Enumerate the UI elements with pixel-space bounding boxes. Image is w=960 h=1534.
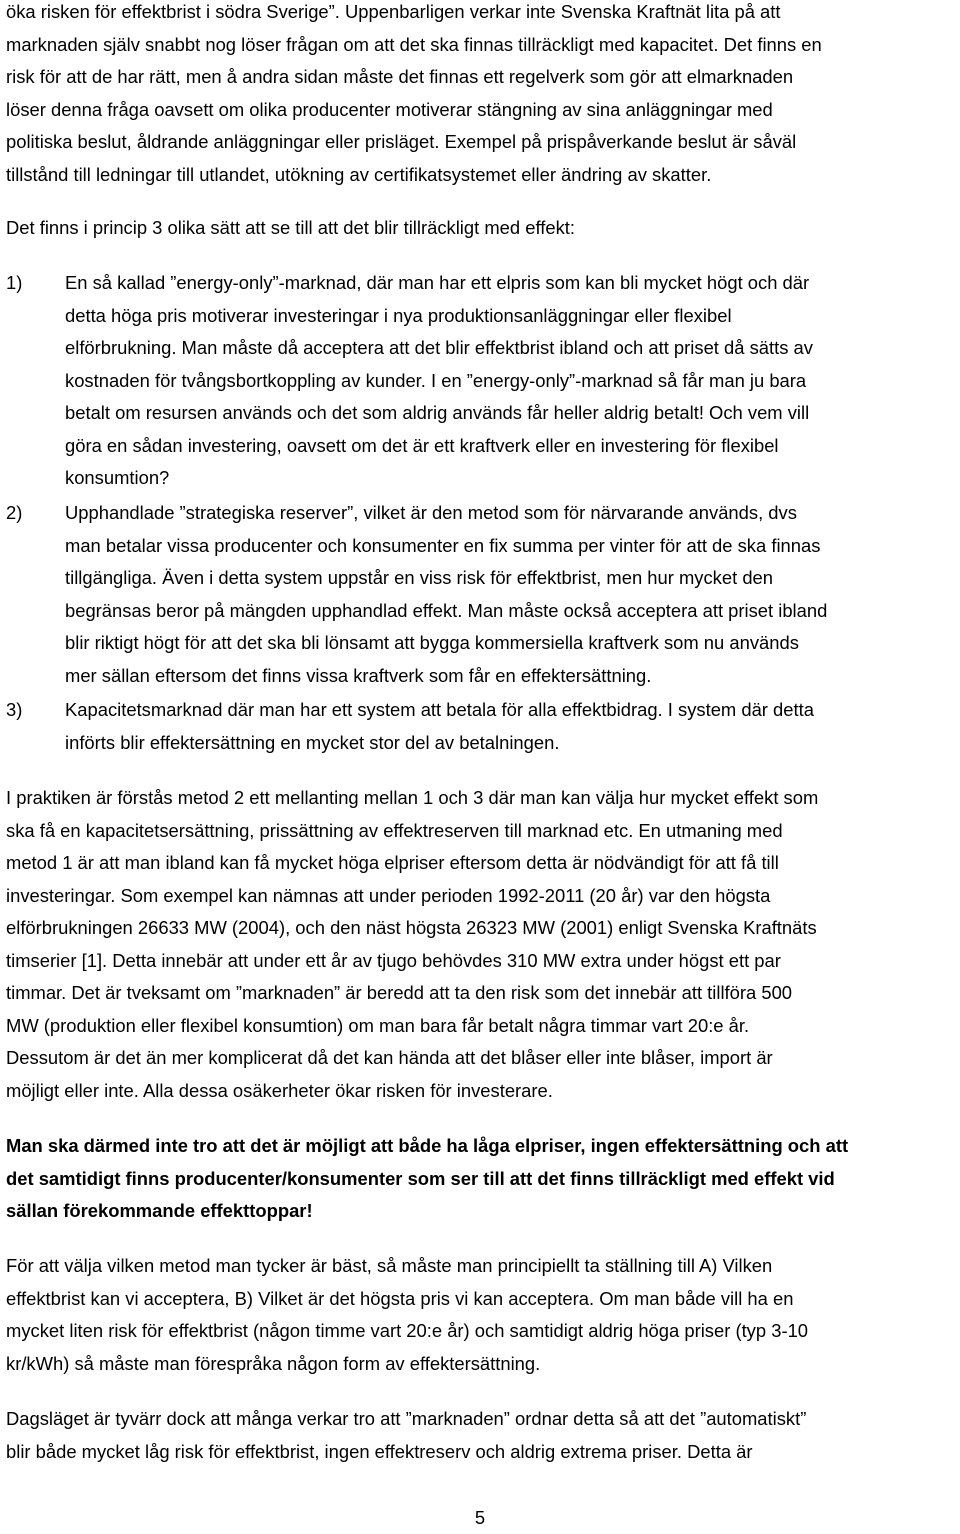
methods-intro-paragraph [6, 212, 958, 245]
text-line: Dessutom är det än mer komplicerat då det kan hända att det blåser eller inte blåser, import är [6, 1047, 773, 1068]
text-line: blir både mycket låg risk för effektbrist, ingen effektreserv och aldrig extrema priser. Detta är [6, 1440, 753, 1462]
text-line: löser denna fråga oavsett om olika producenter motiverar stängning av sina anläggningar med [6, 98, 773, 120]
text-line: tillstånd till ledningar till utlandet, utökning av certifikatsystemet eller ändring av skatter. [6, 163, 712, 185]
text-line: I praktiken är förstås metod 2 ett mellanting mellan 1 och 3 där man kan välja hur mycket effekt som [6, 787, 819, 808]
text-line: tillgängliga. Även i detta system uppstår en viss risk för effektbrist, men hur mycket den [65, 567, 774, 588]
text-line: elförbrukning. Man måste då acceptera att det blir effektbrist ibland och att priset då sätts av [65, 337, 813, 358]
text-line: En så kallad ”energy-only”-marknad, där man har ett elpris som kan bli mycket högt och där [65, 272, 810, 293]
text-line: MW (produktion eller flexibel konsumtion) om man bara får betalt några timmar vart 20:e år. [6, 1014, 750, 1036]
text-line: risk för att de har rätt, men å andra sidan måste det finnas ett regelverk som gör att elmarknaden [6, 66, 794, 87]
text-line: begränsas beror på mängden upphandlad effekt. Man måste också acceptera att priset ibland [65, 599, 828, 621]
text-line: öka risken för effektbrist i södra Sverige”. Uppenbarligen verkar inte Svenska Kraftnät lita på att [6, 1, 781, 22]
text-line: Det finns i princip 3 olika sätt att se till att det blir tillräckligt med effekt: [6, 217, 575, 238]
practice-paragraph [6, 782, 958, 1107]
text-line: göra en sådan investering, oavsett om det är ett kraftverk eller en investering för flexibel [65, 434, 779, 456]
text-line: Upphandlade ”strategiska reserver”, vilket är den metod som för närvarande används, dvs [65, 502, 797, 523]
text-line: effektbrist kan vi acceptera, B) Vilket är det högsta pris vi kan acceptera. Om man både vill ha en [6, 1287, 794, 1309]
text-line: timmar. Det är tveksamt om ”marknaden” är beredd att ta den risk som det innebär att tillföra 500 [6, 982, 793, 1003]
text-line: mer sällan eftersom det finns vissa kraftverk som får en effektersättning. [65, 664, 652, 686]
current-paragraph [6, 1403, 958, 1468]
list-number: 1) [6, 272, 23, 293]
text-line: betalt om resursen används och det som aldrig används får heller aldrig betalt! Och vem vill [65, 402, 810, 423]
list-number: 2) [6, 502, 23, 523]
text-line: möjligt eller inte. Alla dessa osäkerheter ökar risken för investerare. [6, 1079, 553, 1101]
text-line: elförbrukningen 26633 MW (2004), och den näst högsta 26323 MW (2001) enligt Svenska Kraftnäts [6, 917, 817, 938]
text-line: detta höga pris motiverar investeringar i nya produktionsanläggningar eller flexibel [65, 304, 732, 326]
text-line: det samtidigt finns producenter/konsumenter som ser till att det finns tillräckligt med effekt vid [6, 1167, 835, 1189]
text-line: timserier [1]. Detta innebär att under ett år av tjugo behövdes 310 MW extra under högst ett par [6, 949, 781, 971]
text-line: blir riktigt högt för att det ska bli lönsamt att bygga kommersiella kraftverk som nu används [65, 632, 799, 653]
text-line: införts blir effektersättning en mycket stor del av betalningen. [65, 731, 560, 753]
text-line: investeringar. Som exempel kan nämnas att under perioden 1992-2011 (20 år) var den högsta [6, 884, 771, 906]
text-line: ska få en kapacitetsersättning, prissättning av effektreserven till marknad etc. En utmaning med [6, 819, 783, 841]
text-line: politiska beslut, åldrande anläggningar eller prisläget. Exempel på prispåverkande beslut är såväl [6, 131, 797, 152]
text-line: Kapacitetsmarknad där man har ett system att betala för alla effektbidrag. I system där detta [65, 699, 814, 720]
text-line: Man ska därmed inte tro att det är möjligt att både ha låga elpriser, ingen effektersättning och att [6, 1135, 849, 1156]
text-line: konsumtion? [65, 467, 170, 488]
text-line: mycket liten risk för effektbrist (någon timme vart 20:e år) och samtidigt aldrig höga priser (typ 3-10 [6, 1320, 809, 1341]
text-line: sällan förekommande effekttoppar! [6, 1200, 313, 1221]
text-line: För att välja vilken metod man tycker är bäst, så måste man principiellt ta ställning till A) Vilken [6, 1255, 773, 1276]
conclusion-paragraph [6, 1130, 958, 1228]
choice-paragraph [6, 1250, 958, 1380]
text-line: man betalar vissa producenter och konsumenter en fix summa per vinter för att de ska finnas [65, 534, 821, 556]
list-number: 3) [6, 699, 23, 720]
page-number: 5 [474, 1507, 486, 1528]
text-line: kostnaden för tvångsbortkoppling av kunder. I en ”energy-only”-marknad så får man ju bara [65, 369, 807, 391]
text-line: marknaden själv snabbt nog löser frågan om att det ska finnas tillräckligt med kapacitet. Det finns en [6, 33, 822, 55]
text-line: metod 1 är att man ibland kan få mycket höga elpriser eftersom detta är nödvändigt för att få till [6, 852, 779, 873]
text-line: Dagsläget är tyvärr dock att många verkar tro att ”marknaden” ordnar detta så att det ”automatiskt” [6, 1408, 807, 1429]
text-line: kr/kWh) så måste man förespråka någon form av effektersättning. [6, 1352, 541, 1374]
intro-paragraph [6, 0, 958, 191]
